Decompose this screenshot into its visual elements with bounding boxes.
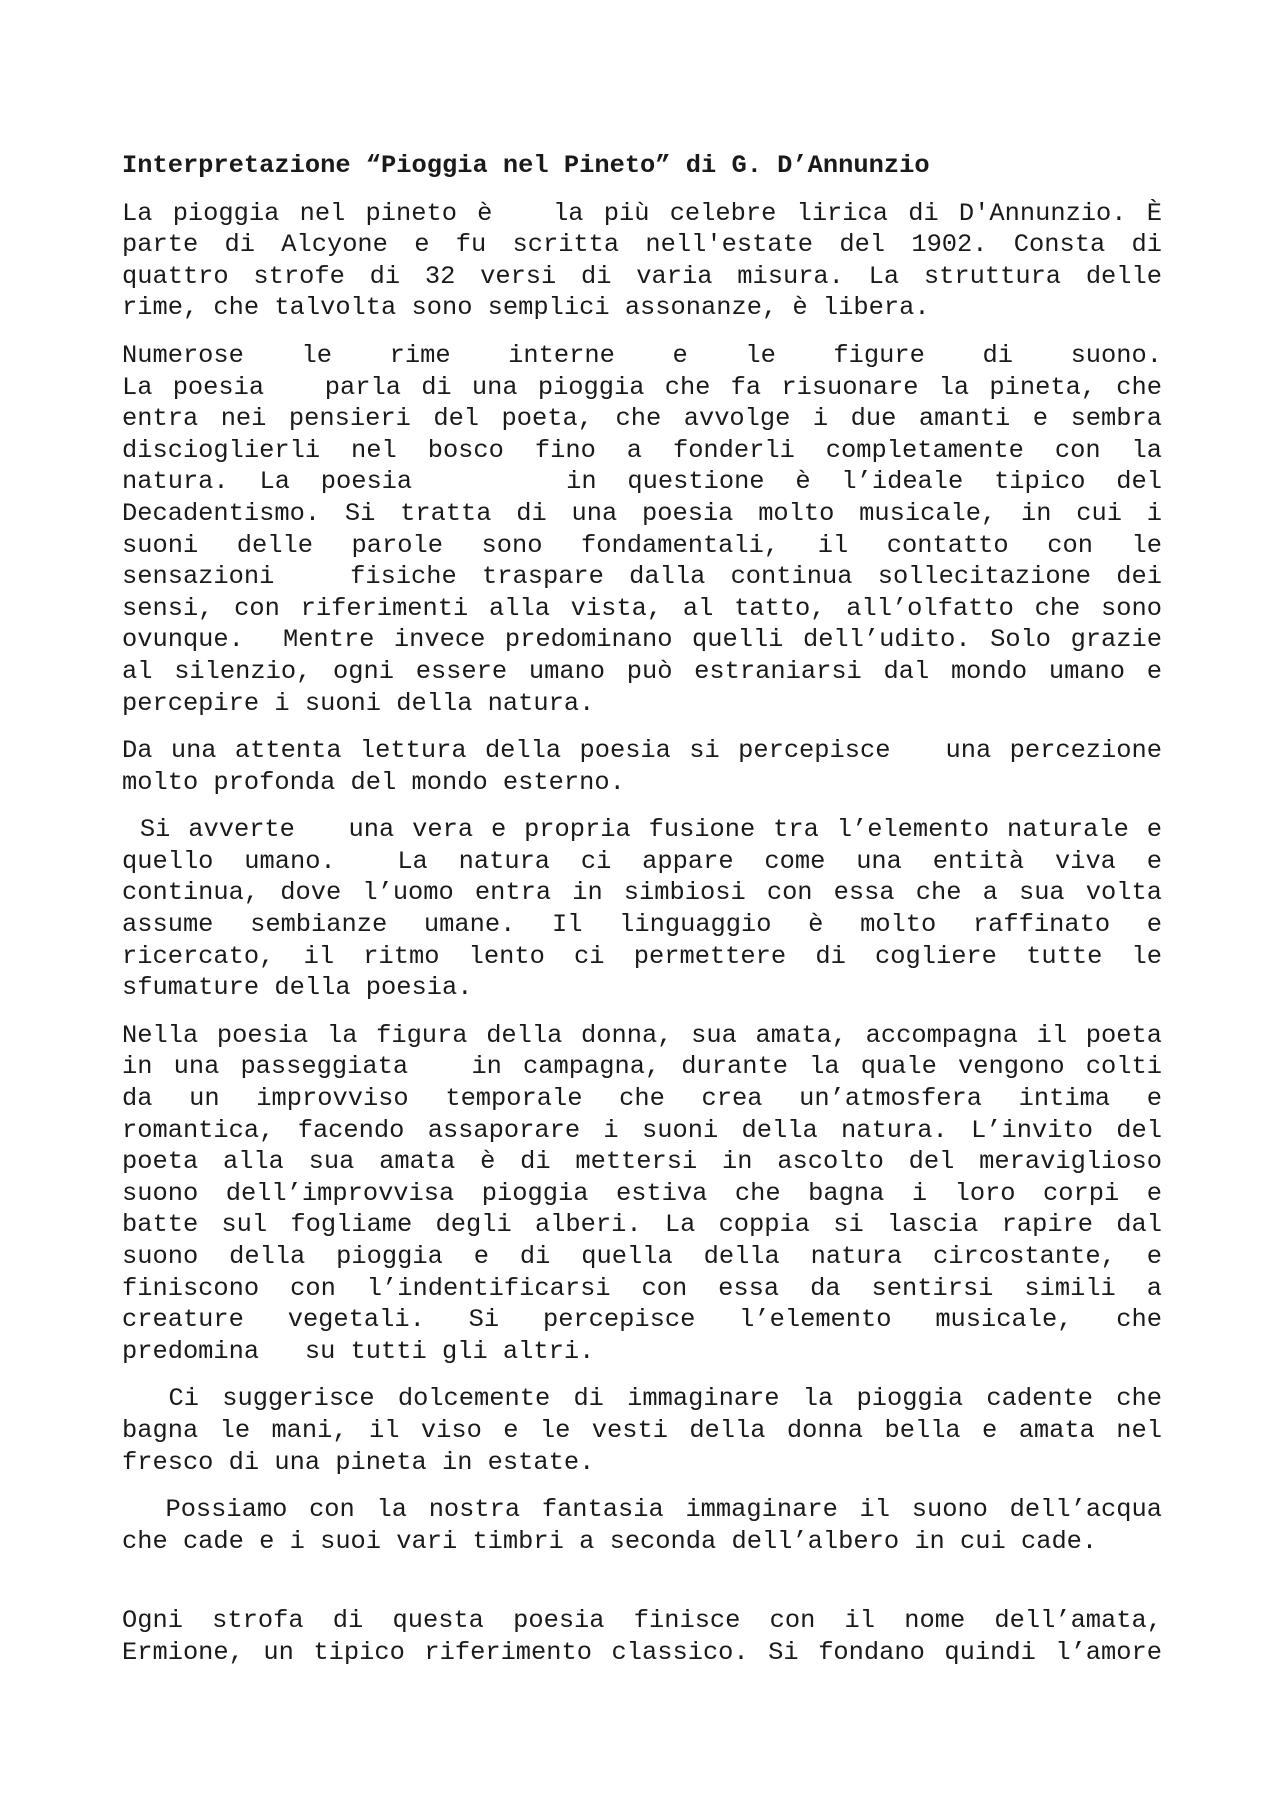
text-line: percepire i suoni della natura.	[122, 688, 595, 718]
text-line: Ermione, un tipico riferimento classico. Si fondano quindi l’amore	[122, 1637, 1162, 1667]
text-line: quattro strofe di 32 versi di varia misura. La struttura delle	[122, 261, 1162, 291]
text-line: Ogni strofa di questa poesia finisce con il nome dell’amata,	[122, 1605, 1162, 1635]
paragraph-3	[122, 735, 1162, 798]
text-line: entra nei pensieri del poeta, che avvolge i due amanti e sembra	[122, 404, 1162, 434]
text-line: fresco di una pineta in estate.	[122, 1447, 595, 1477]
text-line: ovunque. Mentre invece predominano quelli dell’udito. Solo grazie	[122, 625, 1162, 655]
text-line: bagna le mani, il viso e le vesti della donna bella e amata nel	[122, 1415, 1162, 1445]
text-line: quello umano. La natura ci appare come una entità viva e	[122, 846, 1162, 876]
text-line: assume sembianze umane. Il linguaggio è molto raffinato e	[122, 910, 1162, 940]
document-title: Interpretazione “Pioggia nel Pineto” di G. D’Annunzio	[122, 151, 930, 180]
text-line: discioglierli nel bosco fino a fonderli completamente con la	[122, 435, 1162, 465]
text-line: batte sul fogliame degli alberi. La coppia si lascia rapire dal	[122, 1210, 1162, 1240]
text-line: Possiamo con la nostra fantasia immaginare il suono dell’acqua	[122, 1495, 1163, 1525]
paragraph-7	[122, 1494, 1162, 1557]
paragraph-2	[122, 340, 1162, 719]
paragraph-5	[122, 1020, 1162, 1368]
text-line: Nella poesia la figura della donna, sua amata, accompagna il poeta	[122, 1020, 1162, 1050]
text-line: poeta alla sua amata è di mettersi in ascolto del meraviglioso	[122, 1147, 1162, 1177]
text-line: natura. La poesia in questione è l’ideale tipico del	[122, 467, 1162, 497]
text-line: Numerose le rime interne e le figure di suono.	[122, 340, 1162, 370]
text-line: ricercato, il ritmo lento ci permettere di cogliere tutte le	[122, 941, 1162, 971]
paragraph-8	[122, 1605, 1162, 1668]
document-page	[122, 150, 1162, 1684]
text-line: finiscono con l’indentificarsi con essa da sentirsi simili a	[122, 1273, 1162, 1303]
text-line: La poesia parla di una pioggia che fa risuonare la pineta, che	[122, 372, 1162, 402]
text-line: sensazioni fisiche traspare dalla continua sollecitazione dei	[122, 562, 1162, 592]
paragraph-6	[122, 1383, 1162, 1478]
text-line: al silenzio, ogni essere umano può estraniarsi dal mondo umano e	[122, 656, 1162, 686]
text-line: che cade e i suoi vari timbri a seconda dell’albero in cui cade.	[122, 1526, 1098, 1556]
text-line: predomina su tutti gli altri.	[122, 1336, 595, 1366]
text-line: La pioggia nel pineto è la più celebre lirica di D'Annunzio. È	[122, 198, 1162, 228]
text-line: romantica, facendo assaporare i suoni della natura. L’invito del	[122, 1115, 1162, 1145]
text-line: sensi, con riferimenti alla vista, al tatto, all’olfatto che sono	[122, 593, 1162, 623]
text-line: continua, dove l’uomo entra in simbiosi con essa che a sua volta	[122, 878, 1162, 908]
text-line: Si avverte una vera e propria fusione tra l’elemento naturale e	[122, 815, 1162, 845]
text-line: molto profonda del mondo esterno.	[122, 767, 625, 797]
text-line: Da una attenta lettura della poesia si percepisce una percezione	[122, 736, 1162, 766]
text-line: creature vegetali. Si percepisce l’elemento musicale, che	[122, 1305, 1162, 1335]
text-line: suoni delle parole sono fondamentali, il contatto con le	[122, 530, 1162, 560]
text-line: suono dell’improvvisa pioggia estiva che bagna i loro corpi e	[122, 1178, 1162, 1208]
blank-line	[122, 1573, 1162, 1605]
paragraph-4	[122, 814, 1162, 1004]
text-line: suono della pioggia e di quella della natura circostante, e	[122, 1242, 1162, 1271]
text-line: parte di Alcyone e fu scritta nell'estate del 1902. Consta di	[122, 230, 1162, 260]
text-line: Ci suggerisce dolcemente di immaginare la pioggia cadente che	[122, 1384, 1162, 1414]
text-line: sfumature della poesia.	[122, 973, 473, 1003]
text-line: Decadentismo. Si tratta di una poesia molto musicale, in cui i	[122, 498, 1162, 528]
text-line: rime, che talvolta sono semplici assonanze, è libera.	[122, 293, 930, 323]
text-line: in una passeggiata in campagna, durante la quale vengono colti	[122, 1052, 1162, 1082]
text-line: da un improvviso temporale che crea un’atmosfera intima e	[122, 1084, 1162, 1114]
paragraph-1	[122, 198, 1162, 324]
